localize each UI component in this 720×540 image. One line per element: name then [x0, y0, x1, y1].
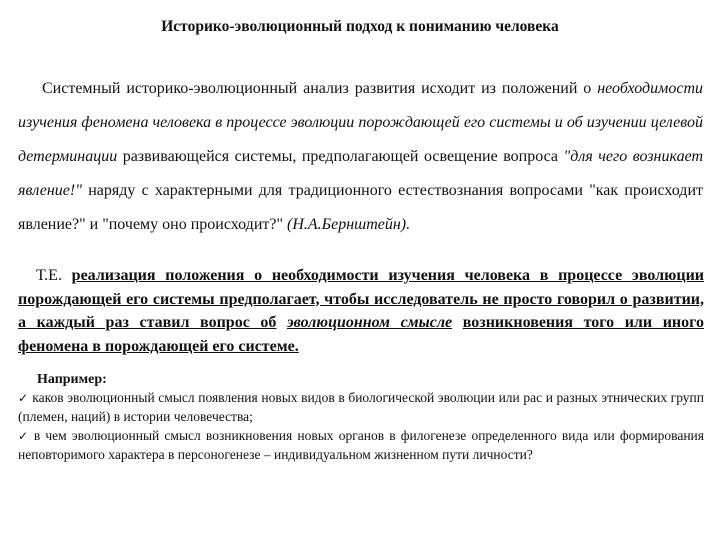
check-icon: ✓ — [18, 429, 30, 443]
conclusion-bold-1: реализация положения о необходимости изучения человека в процессе эволюции порождающей его системы предполагает, чтобы исследователь не просто говорил о развитии, а каждый раз ставил вопрос об — [18, 267, 705, 331]
conclusion-lead: Т.Е. — [36, 267, 62, 284]
intro-text-5: наряду с характерными для традиционного естествознания вопросами "как происходит явление?" и "почему оно происходит?" — [18, 182, 703, 233]
conclusion-bold-italic: эволюционном смысле — [287, 314, 453, 331]
intro-text-2: необходимости изучения феномена человека в процессе эволюции порождающей его системы и об изучении целевой детерминации — [18, 80, 703, 165]
example-list — [18, 389, 704, 465]
page-title: Историко-эволюционный подход к пониманию человека — [161, 18, 559, 35]
example-label: Например: — [37, 372, 107, 387]
list-item-text: в чем эволюционный смысл возникновения новых органов в филогенезе определенного вида или формирования неповторимого характера в персоногенезе – индивидуальном жизненном пути личности? — [18, 428, 704, 462]
conclusion-bold-2: возникновения того или иного феномена в порождающей его системе. — [18, 314, 705, 355]
intro-text-1: Системный историко-эволюционный анализ развития исходит из положений о — [42, 80, 592, 97]
list-item-text: каков эволюционный смысл появления новых видов в биологической эволюции или рас и разных этнических групп (племен, наций) в истории человечества; — [18, 390, 704, 424]
check-icon: ✓ — [18, 391, 29, 405]
intro-text-6: (Н.А.Бернштейн). — [287, 216, 411, 233]
list-item — [18, 389, 704, 426]
intro-text-4: "для чего возникает явление!" — [18, 148, 704, 199]
conclusion-paragraph — [18, 264, 704, 358]
intro-text-3: развивающейся системы, предполагающей освещение вопроса — [122, 148, 559, 165]
list-item — [18, 427, 704, 464]
intro-paragraph — [18, 72, 703, 242]
